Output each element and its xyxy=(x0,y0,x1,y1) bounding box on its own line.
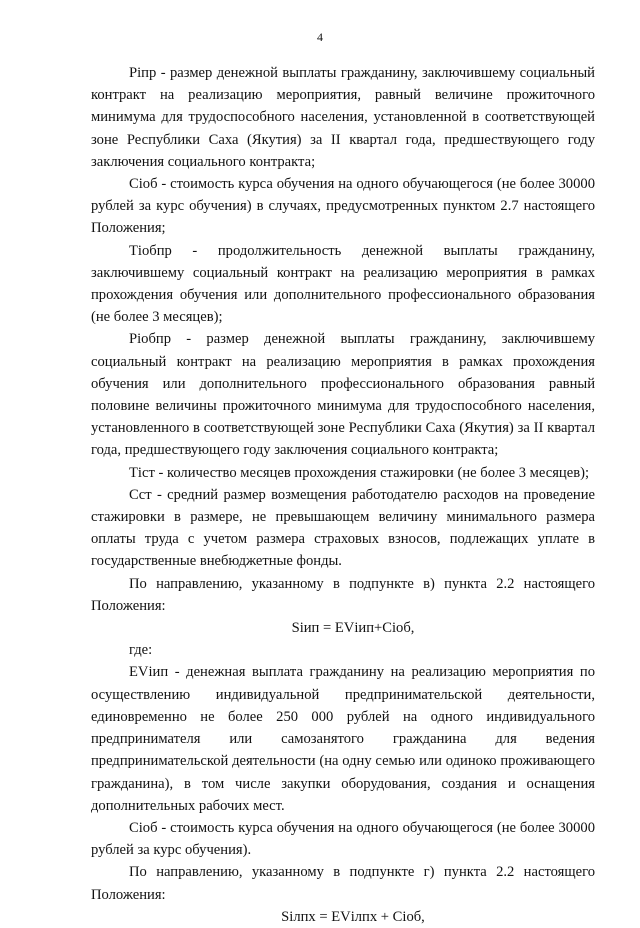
definition-ev-iip: EVіип - денежная выплата гражданину на реализацию мероприятия по осуществлению индивидуальной предпринимательской деятельности, единовременно не более 250 000 рублей на одного индивидуального предпринимателя или самозанятого гражданина для ведения предпринимательской деятельности (на одну семью или одиноко проживающего гражданина), в том числе закупки оборудования, создания и оснащения дополнительных рабочих мест. xyxy=(91,664,595,814)
definition-c-iob: Cіоб - стоимость курса обучения на одного обучающегося (не более 30000 рублей за курс обучения) в случаях, предусмотренных пунктом 2.7 настоящего Положения; xyxy=(91,176,595,237)
definition-t-ist: Tіст - количество месяцев прохождения стажировки (не более 3 месяцев); xyxy=(129,464,590,481)
definition-t-iobpr: Tіобпр - продолжительность денежной выплаты гражданину, заключившему социальный контракт на реализацию мероприятия в рамках прохождения обучения или дополнительного профессионального образования (не более 3 месяцев); xyxy=(91,242,595,326)
definition-c-iob-2: Cіоб - стоимость курса обучения на одного обучающегося (не более 30000 рублей за курс обучения). xyxy=(91,819,595,859)
definition-c-st: Cст - средний размер возмещения работодателю расходов на проведение стажировки в размере, не превышающем величину минимального размера оплаты труда с учетом размера страховых взносов, подлежащих уплате в государственные внебюджетные фонды. xyxy=(91,486,595,570)
direction-g-intro: По направлению, указанному в подпункте г) пункта 2.2 настоящего Положения: xyxy=(91,864,595,903)
formula-s-iip: Sіип = EVіип+Cіоб, xyxy=(291,620,415,637)
document-body xyxy=(91,62,595,928)
page-number: 4 xyxy=(317,30,323,44)
direction-v-intro: По направлению, указанному в подпункте в) пункта 2.2 настоящего Положения: xyxy=(91,575,595,614)
formula-s-ilph: Sілпх = EVілпх + Cіоб, xyxy=(281,908,425,925)
where-label: где: xyxy=(129,642,153,659)
definition-p-iobpr: Pіобпр - размер денежной выплаты гражданину, заключившему социальный контракт на реализацию мероприятия в рамках прохождения обучения или дополнительного профессионального образования равный половине величины прожиточного минимума для трудоспособного населения, установленного в соответствующей зоне Республики Саха (Якутия) за II квартал года, предшествующего году заключения социального контракта; xyxy=(91,331,595,459)
definition-p-ipr: Pіпр - размер денежной выплаты гражданину, заключившему социальный контракт на реализацию мероприятия, равный величине прожиточного минимума для трудоспособного населения, установленной в соответствующей зоне Республики Саха (Якутия) за II квартал года, предшествующего году заключения социального контракта; xyxy=(91,65,595,170)
